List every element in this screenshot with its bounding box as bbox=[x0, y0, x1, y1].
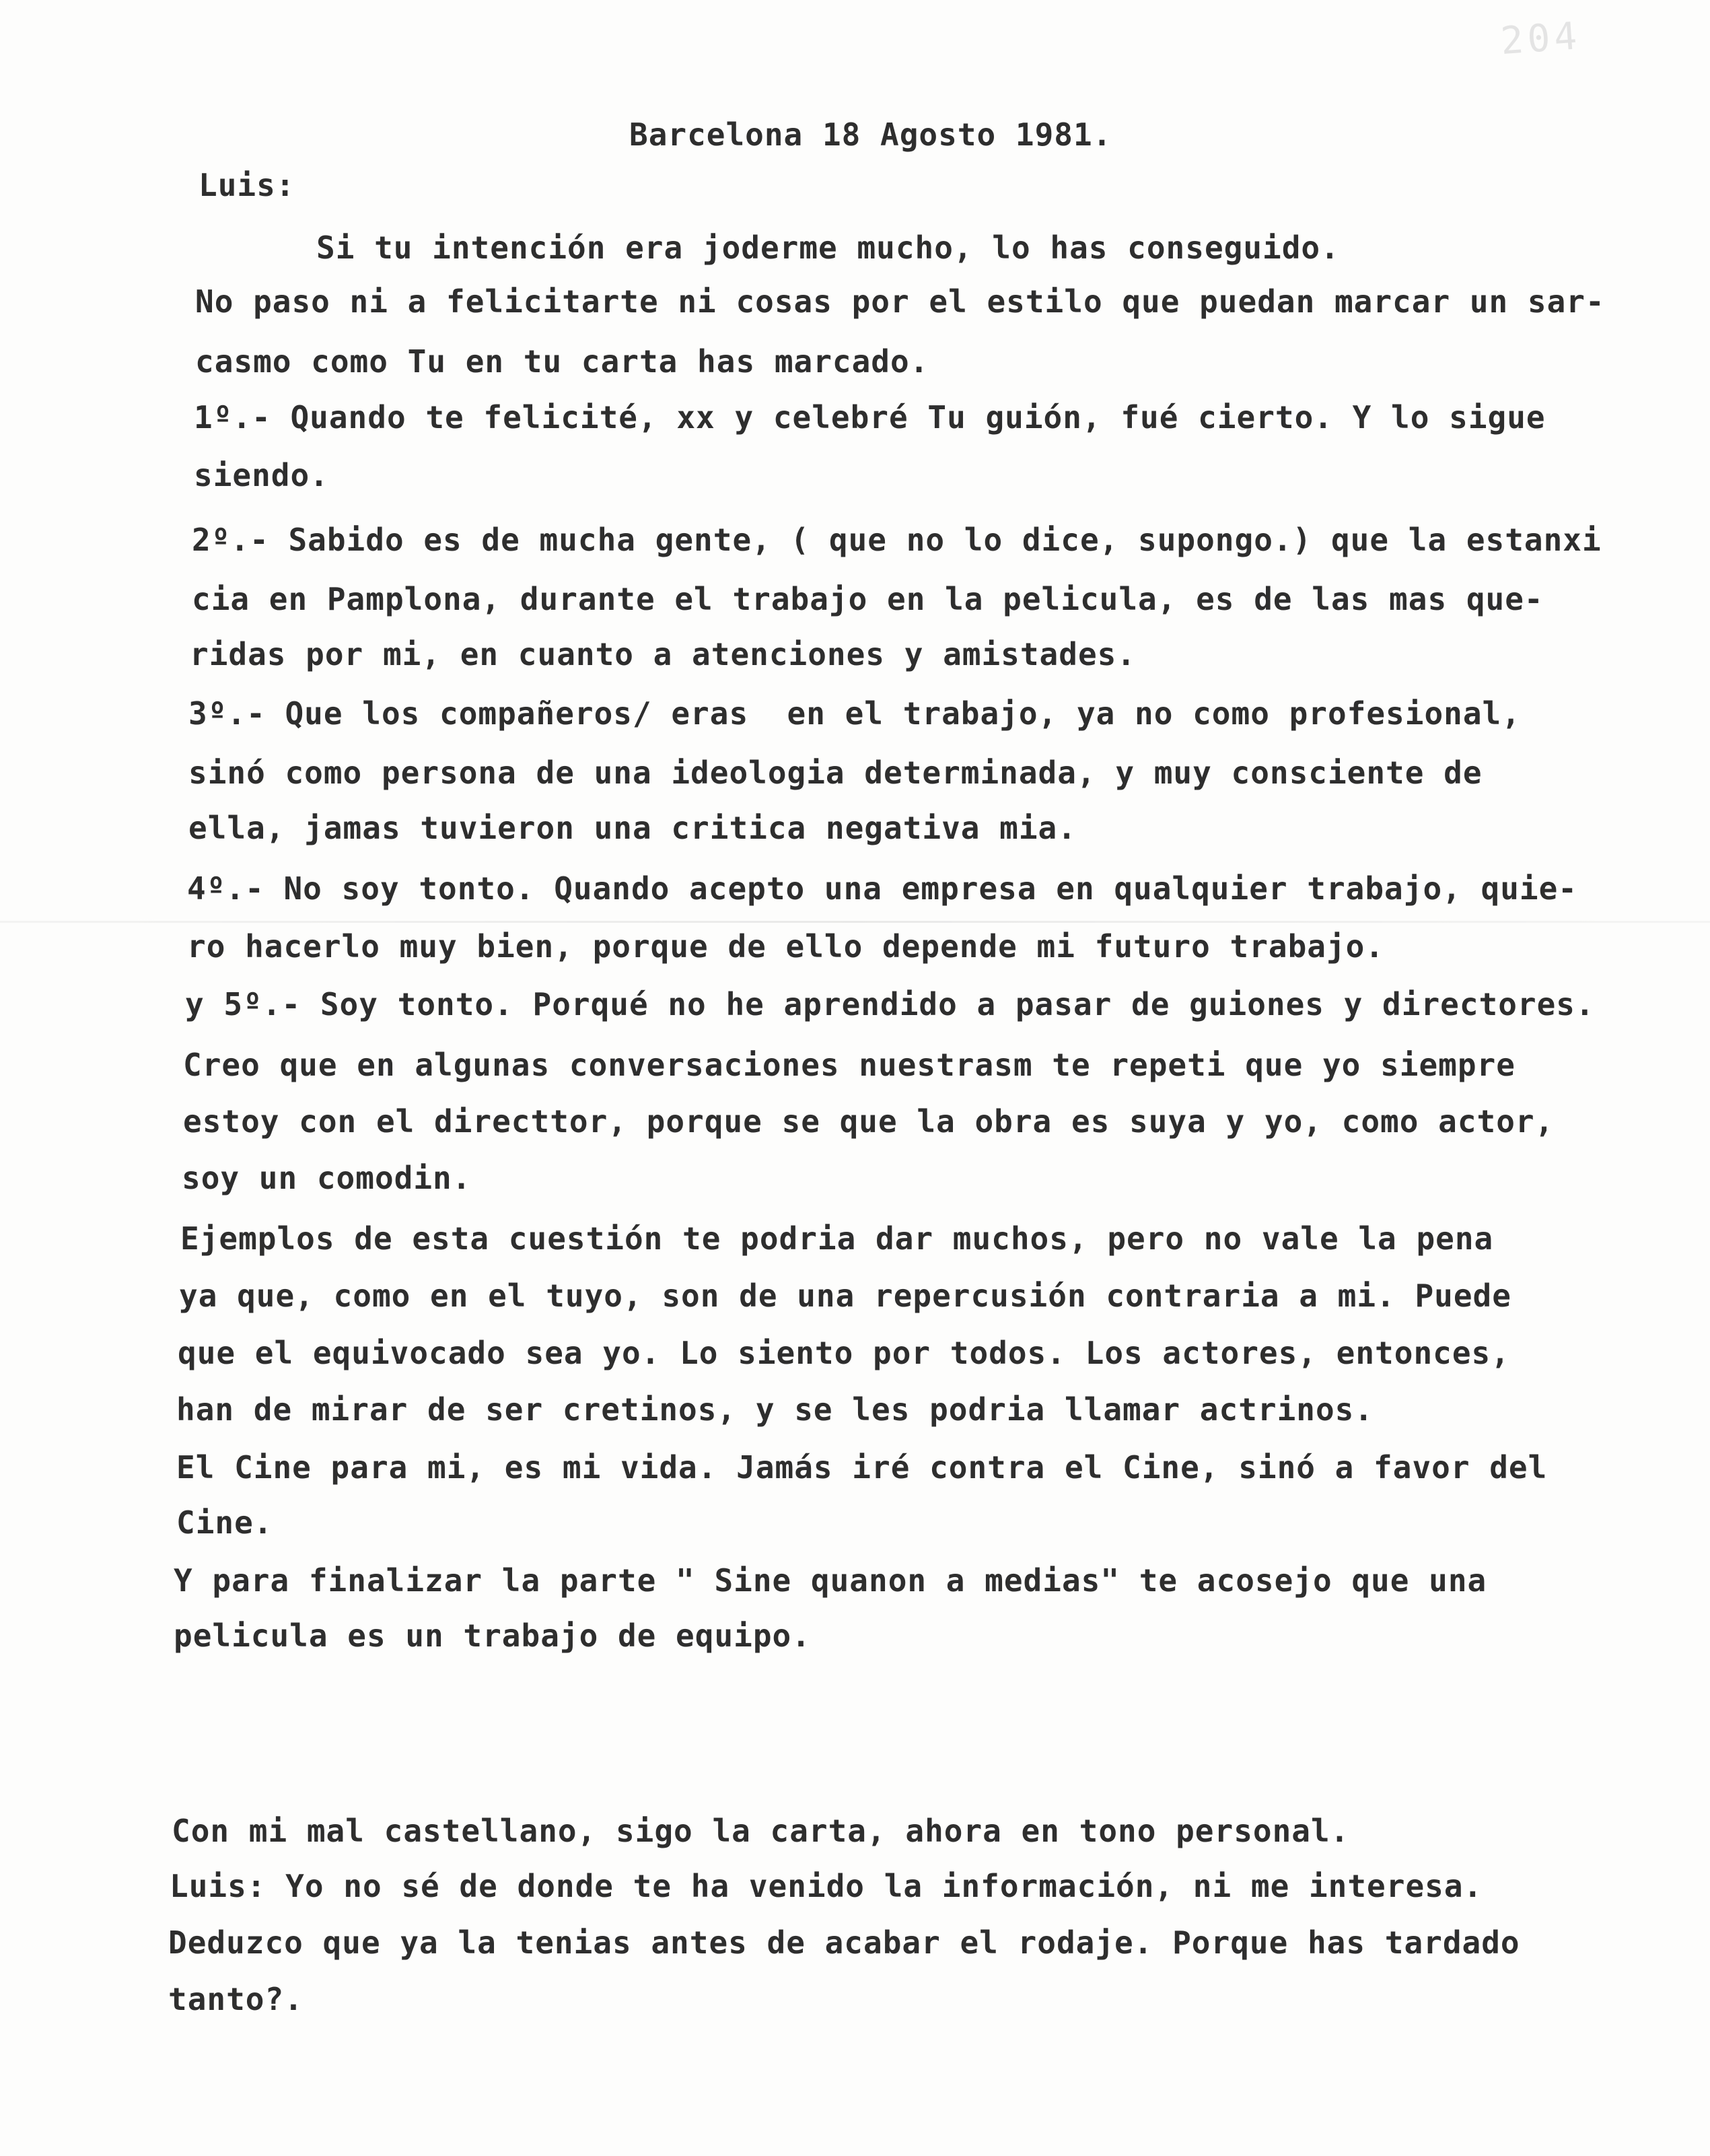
text-line: tanto?. bbox=[168, 1981, 304, 2017]
text-line: 1º.- Quando te felicité, xx y celebré Tu guión, fué cierto. Y lo sigue bbox=[194, 399, 1546, 436]
text-line: Con mi mal castellano, sigo la carta, ahora en tono personal. bbox=[172, 1813, 1350, 1849]
text-line: Luis: Yo no sé de donde te ha venido la información, ni me interesa. bbox=[170, 1868, 1483, 1904]
text-line: pelicula es un trabajo de equipo. bbox=[174, 1618, 811, 1654]
text-line: ro hacerlo muy bien, porque de ello depende mi futuro trabajo. bbox=[187, 928, 1385, 965]
text-line: No paso ni a felicitarte ni cosas por el estilo que puedan marcar un sar- bbox=[195, 283, 1605, 320]
text-line: El Cine para mi, es mi vida. Jamás iré contra el Cine, sinó a favor del bbox=[176, 1449, 1548, 1486]
text-line: Creo que en algunas conversaciones nuestrasm te repeti que yo siempre bbox=[183, 1047, 1516, 1083]
text-line: 4º.- No soy tonto. Quando acepto una empresa en qualquier trabajo, quie- bbox=[187, 870, 1577, 907]
text-line: Ejemplos de esta cuestión te podria dar muchos, pero no vale la pena bbox=[180, 1220, 1494, 1257]
text-line: cia en Pamplona, durante el trabajo en la pelicula, es de las mas que- bbox=[192, 581, 1544, 617]
text-line: han de mirar de ser cretinos, y se les podria llamar actrinos. bbox=[176, 1391, 1374, 1428]
text-line: siendo. bbox=[194, 457, 329, 493]
salutation: Luis: bbox=[199, 167, 295, 203]
text-line: soy un comodin. bbox=[182, 1160, 472, 1196]
text-line: ya que, como en el tuyo, son de una repercusión contraria a mi. Puede bbox=[179, 1278, 1511, 1314]
text-line: ella, jamas tuvieron una critica negativa mia. bbox=[188, 810, 1077, 846]
text-line: sinó como persona de una ideologia determinada, y muy consciente de bbox=[188, 755, 1483, 791]
text-line: que el equivocado sea yo. Lo siento por todos. Los actores, entonces, bbox=[178, 1335, 1510, 1371]
text-line: estoy con el directtor, porque se que la obra es suya y yo, como actor, bbox=[183, 1103, 1555, 1140]
text-line: Cine. bbox=[176, 1504, 273, 1541]
text-line: y 5º.- Soy tonto. Porqué no he aprendido a pasar de guiones y directores. bbox=[185, 986, 1595, 1022]
text-line: Si tu intención era joderme mucho, lo has conseguido. bbox=[316, 230, 1340, 266]
text-line: Deduzco que ya la tenias antes de acabar el rodaje. Porque has tardado bbox=[168, 1924, 1520, 1961]
text-line: 3º.- Que los compañeros/ eras en el trabajo, ya no como profesional, bbox=[188, 695, 1521, 732]
text-line: Y para finalizar la parte " Sine quanon a medias" te acosejo que una bbox=[174, 1562, 1487, 1599]
date-line: Barcelona 18 Agosto 1981. bbox=[629, 116, 1112, 153]
text-line: ridas por mi, en cuanto a atenciones y amistades. bbox=[190, 636, 1137, 672]
paper-fold bbox=[0, 921, 1710, 923]
text-line: casmo como Tu en tu carta has marcado. bbox=[195, 343, 929, 380]
text-line: 2º.- Sabido es de mucha gente, ( que no lo dice, supongo.) que la estanxi bbox=[192, 522, 1602, 558]
archive-number: 204 bbox=[1499, 13, 1583, 64]
